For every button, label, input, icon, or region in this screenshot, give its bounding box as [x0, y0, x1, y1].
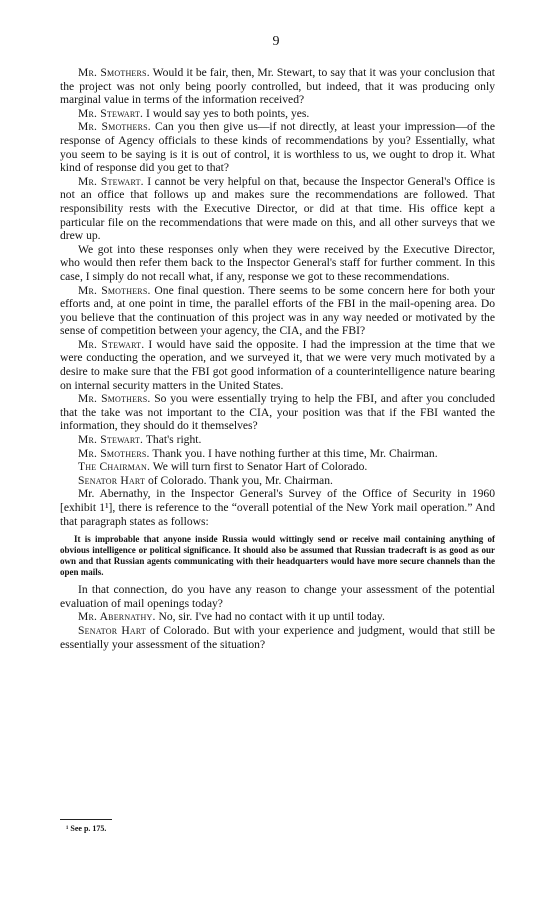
paragraph: [60, 338, 495, 392]
paragraph: [60, 107, 495, 121]
speaker: The Chairman.: [78, 460, 151, 474]
speaker: Mr. Smothers.: [78, 66, 150, 79]
paragraph-text: I cannot be very helpful on that, because the Inspector General's Office is not an office that follows up and makes sure the recommendations are followed. That responsibility rests with the Executive Director, or did at that time. His office kept a particular file on the recommendations that were made on this, and all other surveys that we drew up.: [60, 174, 495, 243]
paragraph-text: We got into these responses only when they were received by the Executive Director, who would then refer them back to the Inspector General's staff for further comment. In this case, I simply do not recall what, if any, response we got to these recommendations.: [60, 242, 495, 283]
footnote: ¹ See p. 175.: [66, 824, 107, 833]
paragraph-text: Can you then give us—if not directly, at least your impression—of the response of Agency officials to these kinds of recommendations by you? Essentially, what you seem to be saying is it is out of control, it is worthless to us, we ought to drop it. What kind of response did you get to that?: [60, 120, 495, 175]
speaker: Mr. Abernathy.: [78, 610, 156, 624]
speaker: Senator Hart: [78, 623, 147, 637]
paragraph: [60, 487, 495, 528]
speaker: Mr. Smothers.: [78, 392, 151, 406]
block-quote: It is improbable that anyone inside Russia would wittingly send or receive mail containing anything of obvious intelligence or political significance. It should also be assumed that Russian tradecraft is as good as our own and that Russian agents communicating with their headquarters would have more secure channels than the open mails.: [60, 534, 495, 578]
paragraph-text: We will turn first to Senator Hart of Colorado.: [150, 460, 368, 474]
paragraph: [60, 66, 495, 107]
paragraph-text: One final question. There seems to be some concern here for both your efforts and, at one point in time, the parallel efforts of the FBI in the mail-opening area. Do you believe that the continuation of this project was in any way needed or motivated by the sense of competition between your agency, the CIA, and the FBI?: [60, 283, 495, 338]
paragraph-text: In that connection, do you have any reason to change your assessment of the potential evaluation of mail openings today?: [60, 583, 495, 610]
paragraph-text: I would say yes to both points, yes.: [143, 106, 310, 120]
paragraph-text: of Colorado. But with your experience and judgment, would that still be essentially your assessment of the situation?: [60, 623, 495, 651]
paragraph-text: I would have said the opposite. I had the impression at the time that we were conducting the operation, and we surveyed it, that we were very much motivated by a desire to make sure that the FBI got good information of a counterintelligence nature bearing on internal security matters in the United States.: [60, 337, 495, 392]
paragraph: [60, 243, 495, 284]
paragraph: [60, 433, 495, 447]
paragraph-text: Mr. Abernathy, in the Inspector General's Survey of the Office of Security in 1960 [exhibit 1¹], there is reference to the “overall potential of the New York mail operation.” And that paragraph states as follows:: [60, 487, 495, 528]
paragraph: [60, 624, 495, 651]
paragraph: [60, 447, 495, 461]
paragraph-text: That's right.: [143, 433, 202, 447]
speaker: Mr. Stewart.: [78, 337, 145, 351]
paragraph-text: No, sir. I've had no contact with it up until today.: [155, 610, 385, 624]
paragraph: [60, 460, 495, 474]
speaker: Mr. Stewart.: [78, 106, 144, 120]
page-number: 9: [272, 34, 280, 49]
speaker: Mr. Smothers.: [78, 283, 151, 297]
paragraph: [60, 284, 495, 338]
paragraph: [60, 474, 495, 488]
paragraph: [60, 175, 495, 243]
transcript-body: [60, 66, 495, 651]
footnote-divider: [60, 819, 112, 820]
speaker: Mr. Smothers.: [78, 120, 151, 134]
paragraph-text: Would it be fair, then, Mr. Stewart, to say that it was your conclusion that the project was not only being poorly controlled, but indeed, that it was producing only marginal value in terms of the information received?: [60, 66, 495, 107]
paragraph-text: Thank you. I have nothing further at this time, Mr. Chairman.: [149, 446, 438, 460]
paragraph: [60, 610, 495, 624]
speaker: Senator Hart: [78, 473, 146, 487]
paragraph: [60, 583, 495, 610]
speaker: Mr. Smothers.: [78, 446, 150, 460]
speaker: Mr. Stewart.: [78, 433, 144, 447]
paragraph-text: So you were essentially trying to help the FBI, and after you concluded that the take was not important to the CIA, your position was that if the FBI wanted the information, they should do it themselves?: [60, 392, 495, 433]
paragraph-text: of Colorado. Thank you, Mr. Chairman.: [145, 473, 333, 487]
speaker: Mr. Stewart.: [78, 174, 144, 188]
paragraph: [60, 392, 495, 433]
paragraph: [60, 120, 495, 174]
